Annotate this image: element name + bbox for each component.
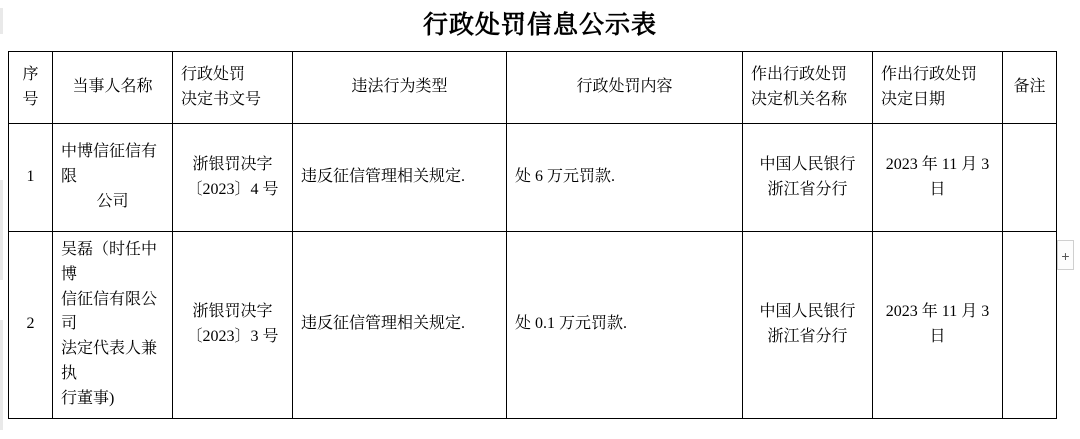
column-header-remark [1003,52,1057,124]
cell-party-name-line4: 行董事) [61,389,115,407]
column-header-decision-org-line1: 作出行政处罚 [751,65,848,83]
cell-violation-type: 违反征信管理相关规定. [293,232,507,419]
table-container [0,51,1080,419]
cell-penalty-content: 处 0.1 万元罚款. [507,232,743,419]
cell-decision-org-line1: 中国人民银行 [759,302,856,320]
column-header-penalty-content-label: 行政处罚内容 [576,78,673,96]
cell-decision-date: 2023 年 11 月 3 日 [873,232,1003,419]
column-header-decision-date [873,52,1003,124]
cell-remark [1003,232,1057,419]
cell-party-name-line3: 法定代表人兼执 [61,340,158,382]
cell-doc-no-line1: 浙银罚决字 [192,155,273,173]
expand-button[interactable]: + [1057,240,1074,270]
left-edge-marker-middle [0,180,3,280]
column-header-index-label: 序号 [22,65,39,108]
column-header-penalty-content [507,52,743,124]
cell-party-name-line1: 中博信征信有限 [61,143,158,186]
left-edge-marker-bottom [0,320,3,430]
cell-decision-org-line2: 浙江省分行 [767,327,848,345]
column-header-decision-date-line2: 决定日期 [881,90,946,108]
column-header-index [9,52,53,124]
cell-decision-org-line2: 浙江省分行 [767,180,848,198]
column-header-decision-org-line2: 决定机关名称 [751,90,848,108]
cell-doc-no-line1: 浙银罚决字 [192,302,273,320]
column-header-violation-type [293,52,507,124]
table-row [9,124,1057,232]
cell-party-name-line2: 公司 [96,192,129,210]
cell-party-name [53,232,173,419]
cell-party-name [53,124,173,232]
penalty-information-table [8,51,1057,419]
cell-decision-date: 2023 年 11 月 3 日 [873,124,1003,232]
column-header-decision-doc-no-line2: 决定书文号 [181,90,262,108]
column-header-party-name-label: 当事人名称 [72,78,153,96]
column-header-decision-doc-no-line1: 行政处罚 [181,65,246,83]
table-header-row [9,52,1057,124]
column-header-decision-org [743,52,873,124]
column-header-decision-date-line1: 作出行政处罚 [881,65,978,83]
left-edge-marker-top [0,8,3,34]
cell-party-name-line1: 吴磊（时任中博 [61,241,158,283]
table-row [9,232,1057,419]
cell-doc-no [173,232,293,419]
cell-doc-no [173,124,293,232]
cell-index: 1 [9,124,53,232]
cell-doc-no-line2: 〔2023〕4 号 [186,180,279,198]
cell-decision-org-line1: 中国人民银行 [759,155,856,173]
column-header-decision-doc-no [173,52,293,124]
cell-party-name-line2: 信征信有限公司 [61,290,158,333]
cell-decision-org [743,232,873,419]
cell-index: 2 [9,232,53,419]
column-header-party-name [53,52,173,124]
cell-doc-no-line2: 〔2023〕3 号 [186,327,279,345]
column-header-remark-label: 备注 [1013,78,1046,96]
cell-penalty-content: 处 6 万元罚款. [507,124,743,232]
cell-violation-type: 违反征信管理相关规定. [293,124,507,232]
column-header-violation-type-label: 违法行为类型 [351,78,448,96]
page-title: 行政处罚信息公示表 [422,11,657,39]
cell-remark [1003,124,1057,232]
cell-decision-org [743,124,873,232]
